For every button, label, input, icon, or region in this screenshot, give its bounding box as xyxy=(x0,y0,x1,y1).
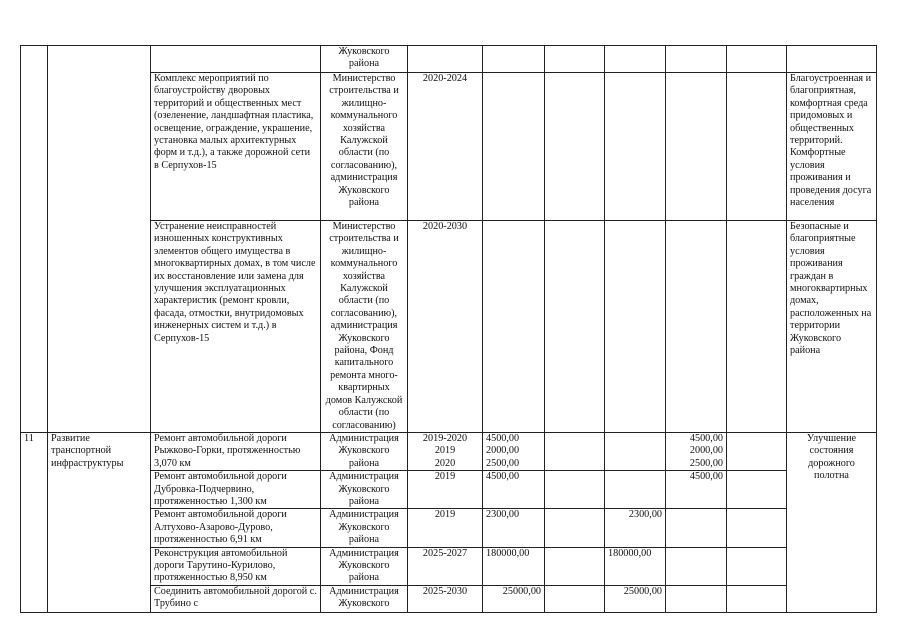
regional-cell xyxy=(605,221,666,433)
section-number: 11 xyxy=(24,432,34,444)
cell-text: 2025-2027 xyxy=(422,547,468,559)
measure-cell xyxy=(151,432,321,470)
cell-text: 4500,00 xyxy=(486,432,520,444)
total-cell xyxy=(483,471,545,509)
direction-cell xyxy=(48,46,151,433)
other-cell xyxy=(727,585,787,612)
local-cell xyxy=(666,73,727,221)
cell-text: Администрация Жуковского района xyxy=(329,547,399,584)
other-cell xyxy=(727,73,787,221)
period-cell xyxy=(408,509,483,547)
cell-text: Соединить автомобильной дорогой с. Трубино с xyxy=(154,585,317,610)
measure-cell xyxy=(151,509,321,547)
cell-text: Комплекс мероприятий по благоустройству дворовых территорий и общественных мест (озеленение, ландшафтная пластика, освещение, ограждение, украшение, установка малых архитектурных форм и т.д.), а также дорожной сети в Серпухов-15 xyxy=(154,73,314,171)
period-cell xyxy=(408,432,483,470)
cell-text: Администрация Жуковского района xyxy=(329,432,399,469)
local-cell xyxy=(666,221,727,433)
measure-cell xyxy=(151,73,321,221)
cell-text: Министерство строительства и жилищно-коммунального хозяйства Калужской области (по согласованию), администрация Жуковского района, Фонд капитального ремонта много-квартирных домов Калужской области (по согласованию) xyxy=(325,221,403,431)
cell-text: Администрация Жуковского района xyxy=(329,471,399,507)
federal-cell xyxy=(545,46,605,73)
section-direction: Развитие транспортной инфраструктуры xyxy=(51,432,124,469)
federal-cell xyxy=(545,73,605,221)
cell-text: Благоустроенная и благоприятная, комфортная среда придомовых и общественных территорий. Комфортные условия проживания и проведения досуга населения xyxy=(790,73,872,209)
cell-text: Ремонт автомобильной дороги Алтухово-Азарово-Дурово, протяженностью 6,91 км xyxy=(154,509,287,546)
federal-cell xyxy=(545,509,605,547)
total-cell xyxy=(483,46,545,73)
federal-cell xyxy=(545,585,605,612)
cell-text: 180000,00 xyxy=(608,547,652,559)
local-cell xyxy=(666,46,727,73)
cell-text: 2025-2030 xyxy=(422,585,468,597)
cell-text: 25000,00 xyxy=(623,585,662,597)
program-measures-table xyxy=(20,45,877,613)
measure-cell xyxy=(151,46,321,73)
federal-cell xyxy=(545,432,605,470)
other-cell xyxy=(727,547,787,585)
other-cell xyxy=(727,509,787,547)
cell-text: Безопасные и благоприятные условия проживания граждан в многоквартирных домах, расположенных на территории Жуковского района xyxy=(790,221,872,357)
number-cell xyxy=(21,46,48,433)
cell-text: Министерство строительства и жилищно-коммунального хозяйства Калужской области (по согласованию), администрация Жуковского района xyxy=(329,73,399,209)
federal-cell xyxy=(545,547,605,585)
total-cell xyxy=(483,73,545,221)
cell-text: Улучшение состояния дорожного полотна xyxy=(806,432,857,482)
result-cell xyxy=(787,46,877,73)
executor-cell xyxy=(321,585,408,612)
regional-cell xyxy=(605,585,666,612)
local-cell xyxy=(666,471,727,509)
cell-text: Администрация Жуковского района xyxy=(329,509,399,546)
section-result-cell xyxy=(787,432,877,612)
cell-text: Ремонт автомобильной дороги Дубровка-Подчервино, протяженностью 1,300 км xyxy=(154,471,287,507)
cell-text: 2019 xyxy=(434,445,456,457)
regional-cell xyxy=(605,471,666,509)
measure-cell xyxy=(151,585,321,612)
cell-text: Устранение неисправностей изношенных конструктивных элементов общего имущества в многоквартирных домах, в том числе их восстановление или замена для улучшения эксплуатационных характеристик (ремонт кровли, фасада, отмостки, внутридомовых инженерных систем и т.д.) в Серпухов-15 xyxy=(154,221,316,344)
cell-text: 2300,00 xyxy=(628,509,662,521)
other-cell xyxy=(727,46,787,73)
table-row xyxy=(21,432,877,470)
result-cell xyxy=(787,221,877,433)
executor-cell xyxy=(321,73,408,221)
executor-cell xyxy=(321,547,408,585)
executor-cell xyxy=(321,471,408,509)
cell-text: Администрация Жуковского xyxy=(329,585,399,610)
local-cell xyxy=(666,585,727,612)
period-cell xyxy=(408,585,483,612)
measure-cell xyxy=(151,471,321,509)
cell-text: 2019 xyxy=(434,471,456,483)
regional-cell xyxy=(605,547,666,585)
cell-text: 2020-2030 xyxy=(422,221,468,232)
cell-text: 2000,00 xyxy=(689,445,723,457)
cell-text: 4500,00 xyxy=(486,471,520,483)
cell-text: Реконструкция автомобильной дороги Тарутино-Курилово, протяженностью 8,950 км xyxy=(154,547,288,584)
period-cell xyxy=(408,46,483,73)
cell-text: 4500,00 xyxy=(689,432,723,444)
period-cell xyxy=(408,471,483,509)
section-direction-cell xyxy=(48,432,151,612)
other-cell xyxy=(727,432,787,470)
cell-text: 2500,00 xyxy=(486,457,520,469)
regional-cell xyxy=(605,46,666,73)
result-cell xyxy=(787,73,877,221)
total-cell xyxy=(483,509,545,547)
executor-cell xyxy=(321,221,408,433)
cell-text: 25000,00 xyxy=(502,585,541,597)
table-row xyxy=(21,46,877,73)
period-cell xyxy=(408,221,483,433)
period-cell xyxy=(408,73,483,221)
cell-text: 2020 xyxy=(434,457,456,469)
cell-text: 2020-2024 xyxy=(422,73,468,84)
regional-cell xyxy=(605,432,666,470)
measure-cell xyxy=(151,221,321,433)
executor-cell xyxy=(321,46,408,73)
cell-text: 180000,00 xyxy=(486,547,530,559)
period-cell xyxy=(408,547,483,585)
regional-cell xyxy=(605,509,666,547)
local-cell xyxy=(666,432,727,470)
total-cell xyxy=(483,585,545,612)
cell-text: 4500,00 xyxy=(689,471,723,483)
cell-text: Ремонт автомобильной дороги Рыжково-Горки, протяженностью 3,070 км xyxy=(154,432,301,469)
cell-text: 2019-2020 xyxy=(422,432,468,444)
local-cell xyxy=(666,547,727,585)
regional-cell xyxy=(605,73,666,221)
other-cell xyxy=(727,221,787,433)
total-cell xyxy=(483,432,545,470)
cell-text: 2500,00 xyxy=(689,457,723,469)
executor-cell xyxy=(321,432,408,470)
federal-cell xyxy=(545,471,605,509)
federal-cell xyxy=(545,221,605,433)
total-cell xyxy=(483,221,545,433)
other-cell xyxy=(727,471,787,509)
local-cell xyxy=(666,509,727,547)
cell-text: 2019 xyxy=(434,509,456,521)
executor-cell xyxy=(321,509,408,547)
total-cell xyxy=(483,547,545,585)
cell-text: 2300,00 xyxy=(486,509,520,521)
cell-text: Жуковского района xyxy=(338,46,390,70)
cell-text: 2000,00 xyxy=(486,445,520,457)
section-number-cell xyxy=(21,432,48,612)
measure-cell xyxy=(151,547,321,585)
